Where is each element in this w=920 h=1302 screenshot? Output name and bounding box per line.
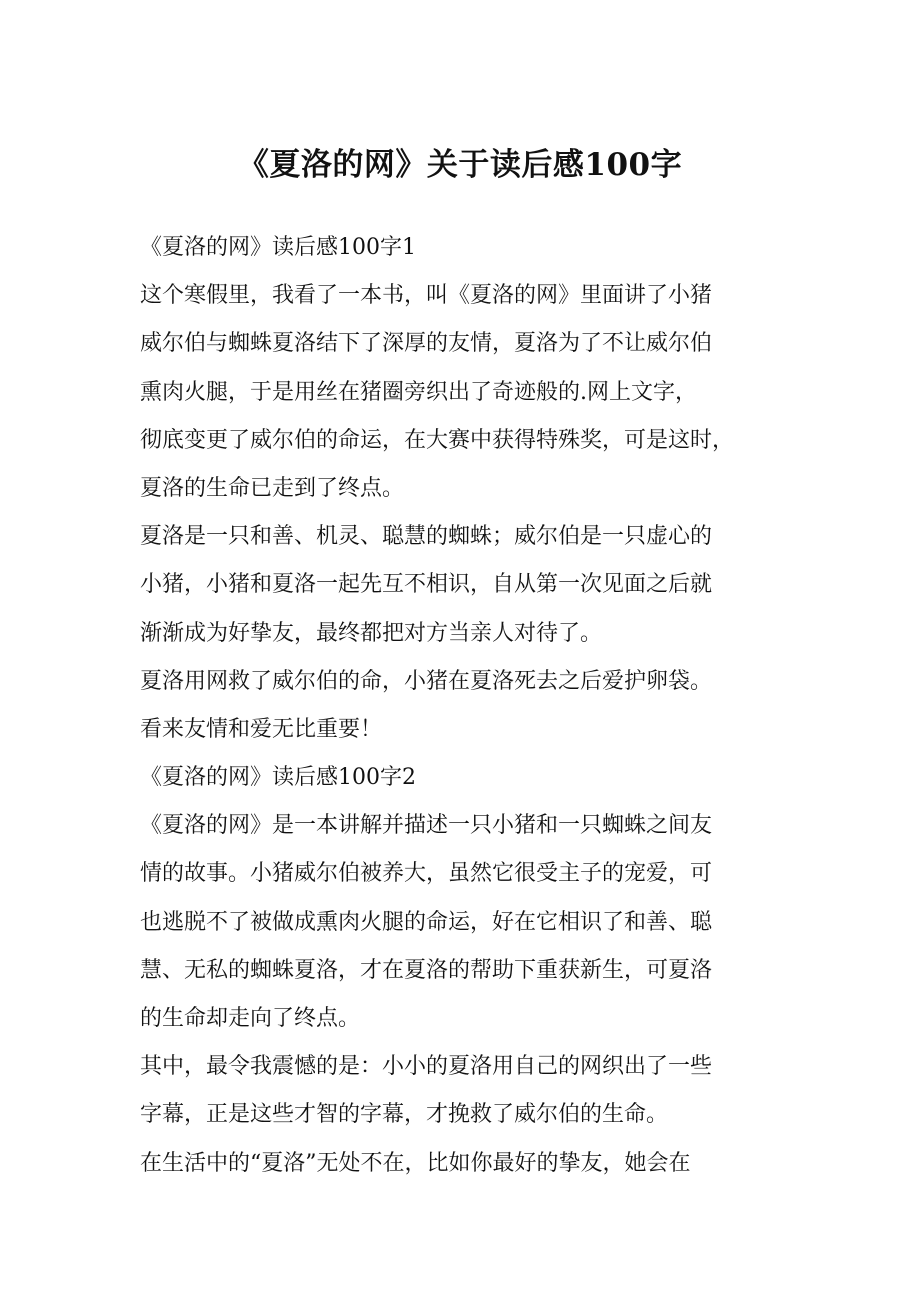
text-line: 情的故事。小猪威尔伯被养大，虽然它很受主子的宠爱，可 bbox=[140, 861, 713, 887]
text-line: 看来友情和爱无比重要！ bbox=[140, 716, 383, 742]
text-line: 夏洛用网救了威尔伯的命，小猪在夏洛死去之后爱护卵袋。 bbox=[140, 668, 713, 694]
text-line: 其中，最令我震憾的是：小小的夏洛用自己的网织出了一些 bbox=[140, 1054, 713, 1080]
text-line: 威尔伯与蜘蛛夏洛结下了深厚的友情，夏洛为了不让威尔伯 bbox=[140, 331, 713, 357]
text-line: 也逃脱不了被做成熏肉火腿的命运，好在它相识了和善、聪 bbox=[140, 909, 713, 935]
document-body bbox=[140, 224, 800, 1188]
text-line: 渐渐成为好挚友，最终都把对方当亲人对待了。 bbox=[140, 620, 603, 646]
heading-line: 《夏洛的网》读后感100字2 bbox=[140, 765, 416, 791]
text-line: 夏洛是一只和善、机灵、聪慧的蜘蛛；威尔伯是一只虚心的 bbox=[140, 524, 713, 550]
text-line: 的生命却走向了终点。 bbox=[140, 1006, 361, 1031]
text-line: 《夏洛的网》是一本讲解并描述一只小猪和一只蜘蛛之间友 bbox=[140, 813, 713, 839]
document-title: 《夏洛的网》关于读后感100字 bbox=[237, 147, 683, 183]
text-line: 小猪，小猪和夏洛一起先互不相识，自从第一次见面之后就 bbox=[140, 572, 713, 598]
text-line: 字幕，正是这些才智的字幕，才挽救了威尔伯的生命。 bbox=[140, 1102, 669, 1128]
heading-line: 《夏洛的网》读后感100字1 bbox=[140, 235, 416, 260]
text-line: 在生活中的“夏洛”无处不在，比如你最好的挚友，她会在 bbox=[140, 1150, 691, 1176]
text-line: 这个寒假里，我看了一本书，叫《夏洛的网》里面讲了小猪 bbox=[140, 283, 713, 309]
text-line: 慧、无私的蜘蛛夏洛，才在夏洛的帮助下重获新生，可夏洛 bbox=[140, 957, 713, 983]
text-line: 熏肉火腿，于是用丝在猪圈旁织出了奇迹般的.网上文字， bbox=[140, 379, 697, 405]
text-line: 彻底变更了威尔伯的命运，在大赛中获得特殊奖，可是这时， bbox=[140, 427, 735, 453]
text-line: 夏洛的生命已走到了终点。 bbox=[140, 475, 405, 501]
